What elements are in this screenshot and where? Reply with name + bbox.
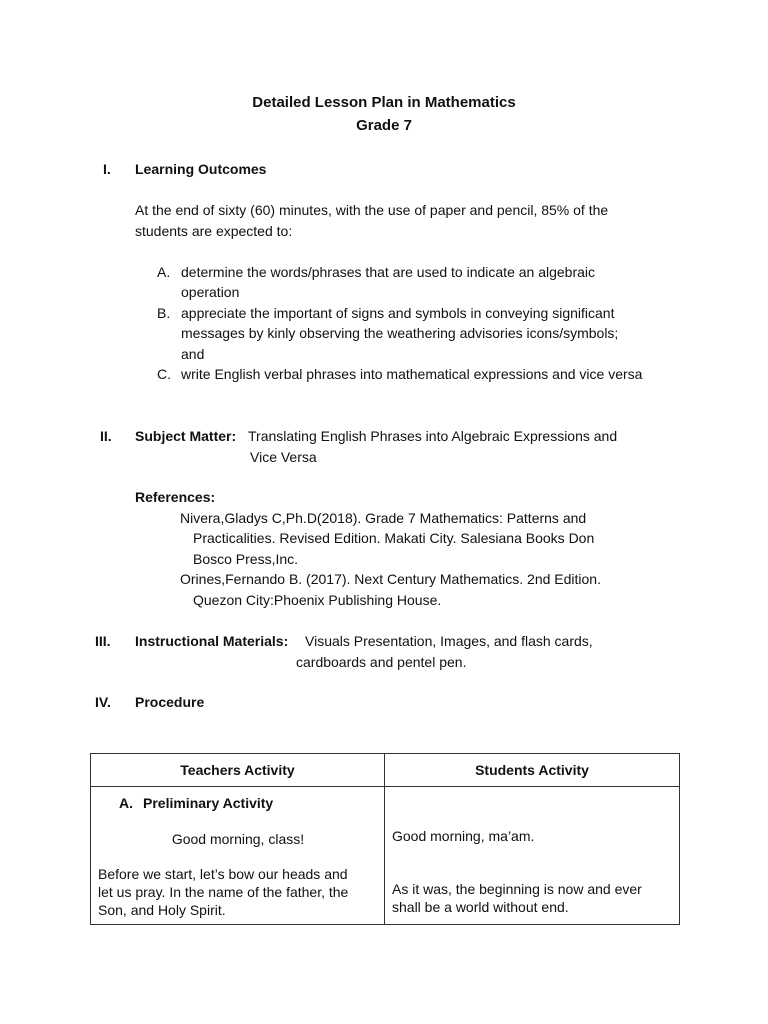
table-row — [91, 787, 680, 925]
list-item-text: appreciate the important of signs and symbols in conveying significant — [181, 305, 615, 321]
list-marker: A. — [157, 264, 171, 280]
table-header-row — [91, 754, 680, 787]
section-number: IV. — [95, 694, 111, 710]
section-heading: Procedure — [135, 694, 205, 710]
table-header-cell: Teachers Activity — [91, 754, 385, 787]
table-header-cell: Students Activity — [385, 754, 680, 787]
intro-text: At the end of sixty (60) minutes, with the use of paper and pencil, 85% of the — [135, 202, 609, 218]
reference-text: Quezon City:Phoenix Publishing House. — [193, 592, 442, 608]
activity-title: Preliminary Activity — [143, 795, 274, 811]
list-item-text: write English verbal phrases into mathematical expressions and vice versa — [181, 366, 643, 382]
materials-text: cardboards and pentel pen. — [296, 654, 467, 670]
document-title: Detailed Lesson Plan in Mathematics — [252, 94, 516, 111]
list-item-text: and — [181, 346, 205, 362]
section-number: III. — [95, 633, 111, 649]
reference-text: Bosco Press,Inc. — [193, 551, 299, 567]
references-label: References: — [135, 489, 216, 505]
reference-text: Practicalities. Revised Edition. Makati City. Salesiana Books Don — [193, 530, 595, 546]
activity-letter: A. — [119, 795, 133, 811]
student-response-line: shall be a world without end. — [392, 899, 569, 915]
student-activity-cell — [385, 787, 680, 925]
subject-matter-label: Subject Matter: — [135, 428, 237, 444]
list-item-text: operation — [181, 284, 240, 300]
list-marker: C. — [157, 366, 171, 382]
list-marker: B. — [157, 305, 171, 321]
materials-text: Visuals Presentation, Images, and flash cards, — [305, 633, 593, 649]
student-response-line: As it was, the beginning is now and ever — [392, 881, 642, 897]
reference-text: Orines,Fernando B. (2017). Next Century Mathematics. 2nd Edition. — [180, 571, 601, 587]
section-heading: Learning Outcomes — [135, 161, 267, 177]
intro-text: students are expected to: — [135, 223, 293, 239]
section-number: I. — [103, 161, 111, 177]
teacher-prayer-line: Son, and Holy Spirit. — [98, 902, 226, 918]
teacher-greeting: Good morning, class! — [171, 831, 305, 847]
section-number: II. — [100, 428, 112, 444]
teacher-activity-cell — [91, 787, 385, 925]
student-greeting: Good morning, ma’am. — [392, 828, 535, 844]
teacher-prayer-line: let us pray. In the name of the father, the — [98, 884, 349, 900]
reference-text: Nivera,Gladys C,Ph.D(2018). Grade 7 Mathematics: Patterns and — [180, 510, 587, 526]
teacher-prayer-line: Before we start, let’s bow our heads and — [98, 866, 348, 882]
list-item-text: determine the words/phrases that are used to indicate an algebraic — [181, 264, 596, 280]
document-subtitle: Grade 7 — [356, 117, 412, 134]
subject-matter-text: Vice Versa — [250, 449, 317, 465]
list-item-text: messages by kinly observing the weathering advisories icons/symbols; — [181, 325, 619, 341]
materials-label: Instructional Materials: — [135, 633, 289, 649]
subject-matter-text: Translating English Phrases into Algebraic Expressions and — [248, 428, 618, 444]
procedure-table — [90, 753, 680, 925]
